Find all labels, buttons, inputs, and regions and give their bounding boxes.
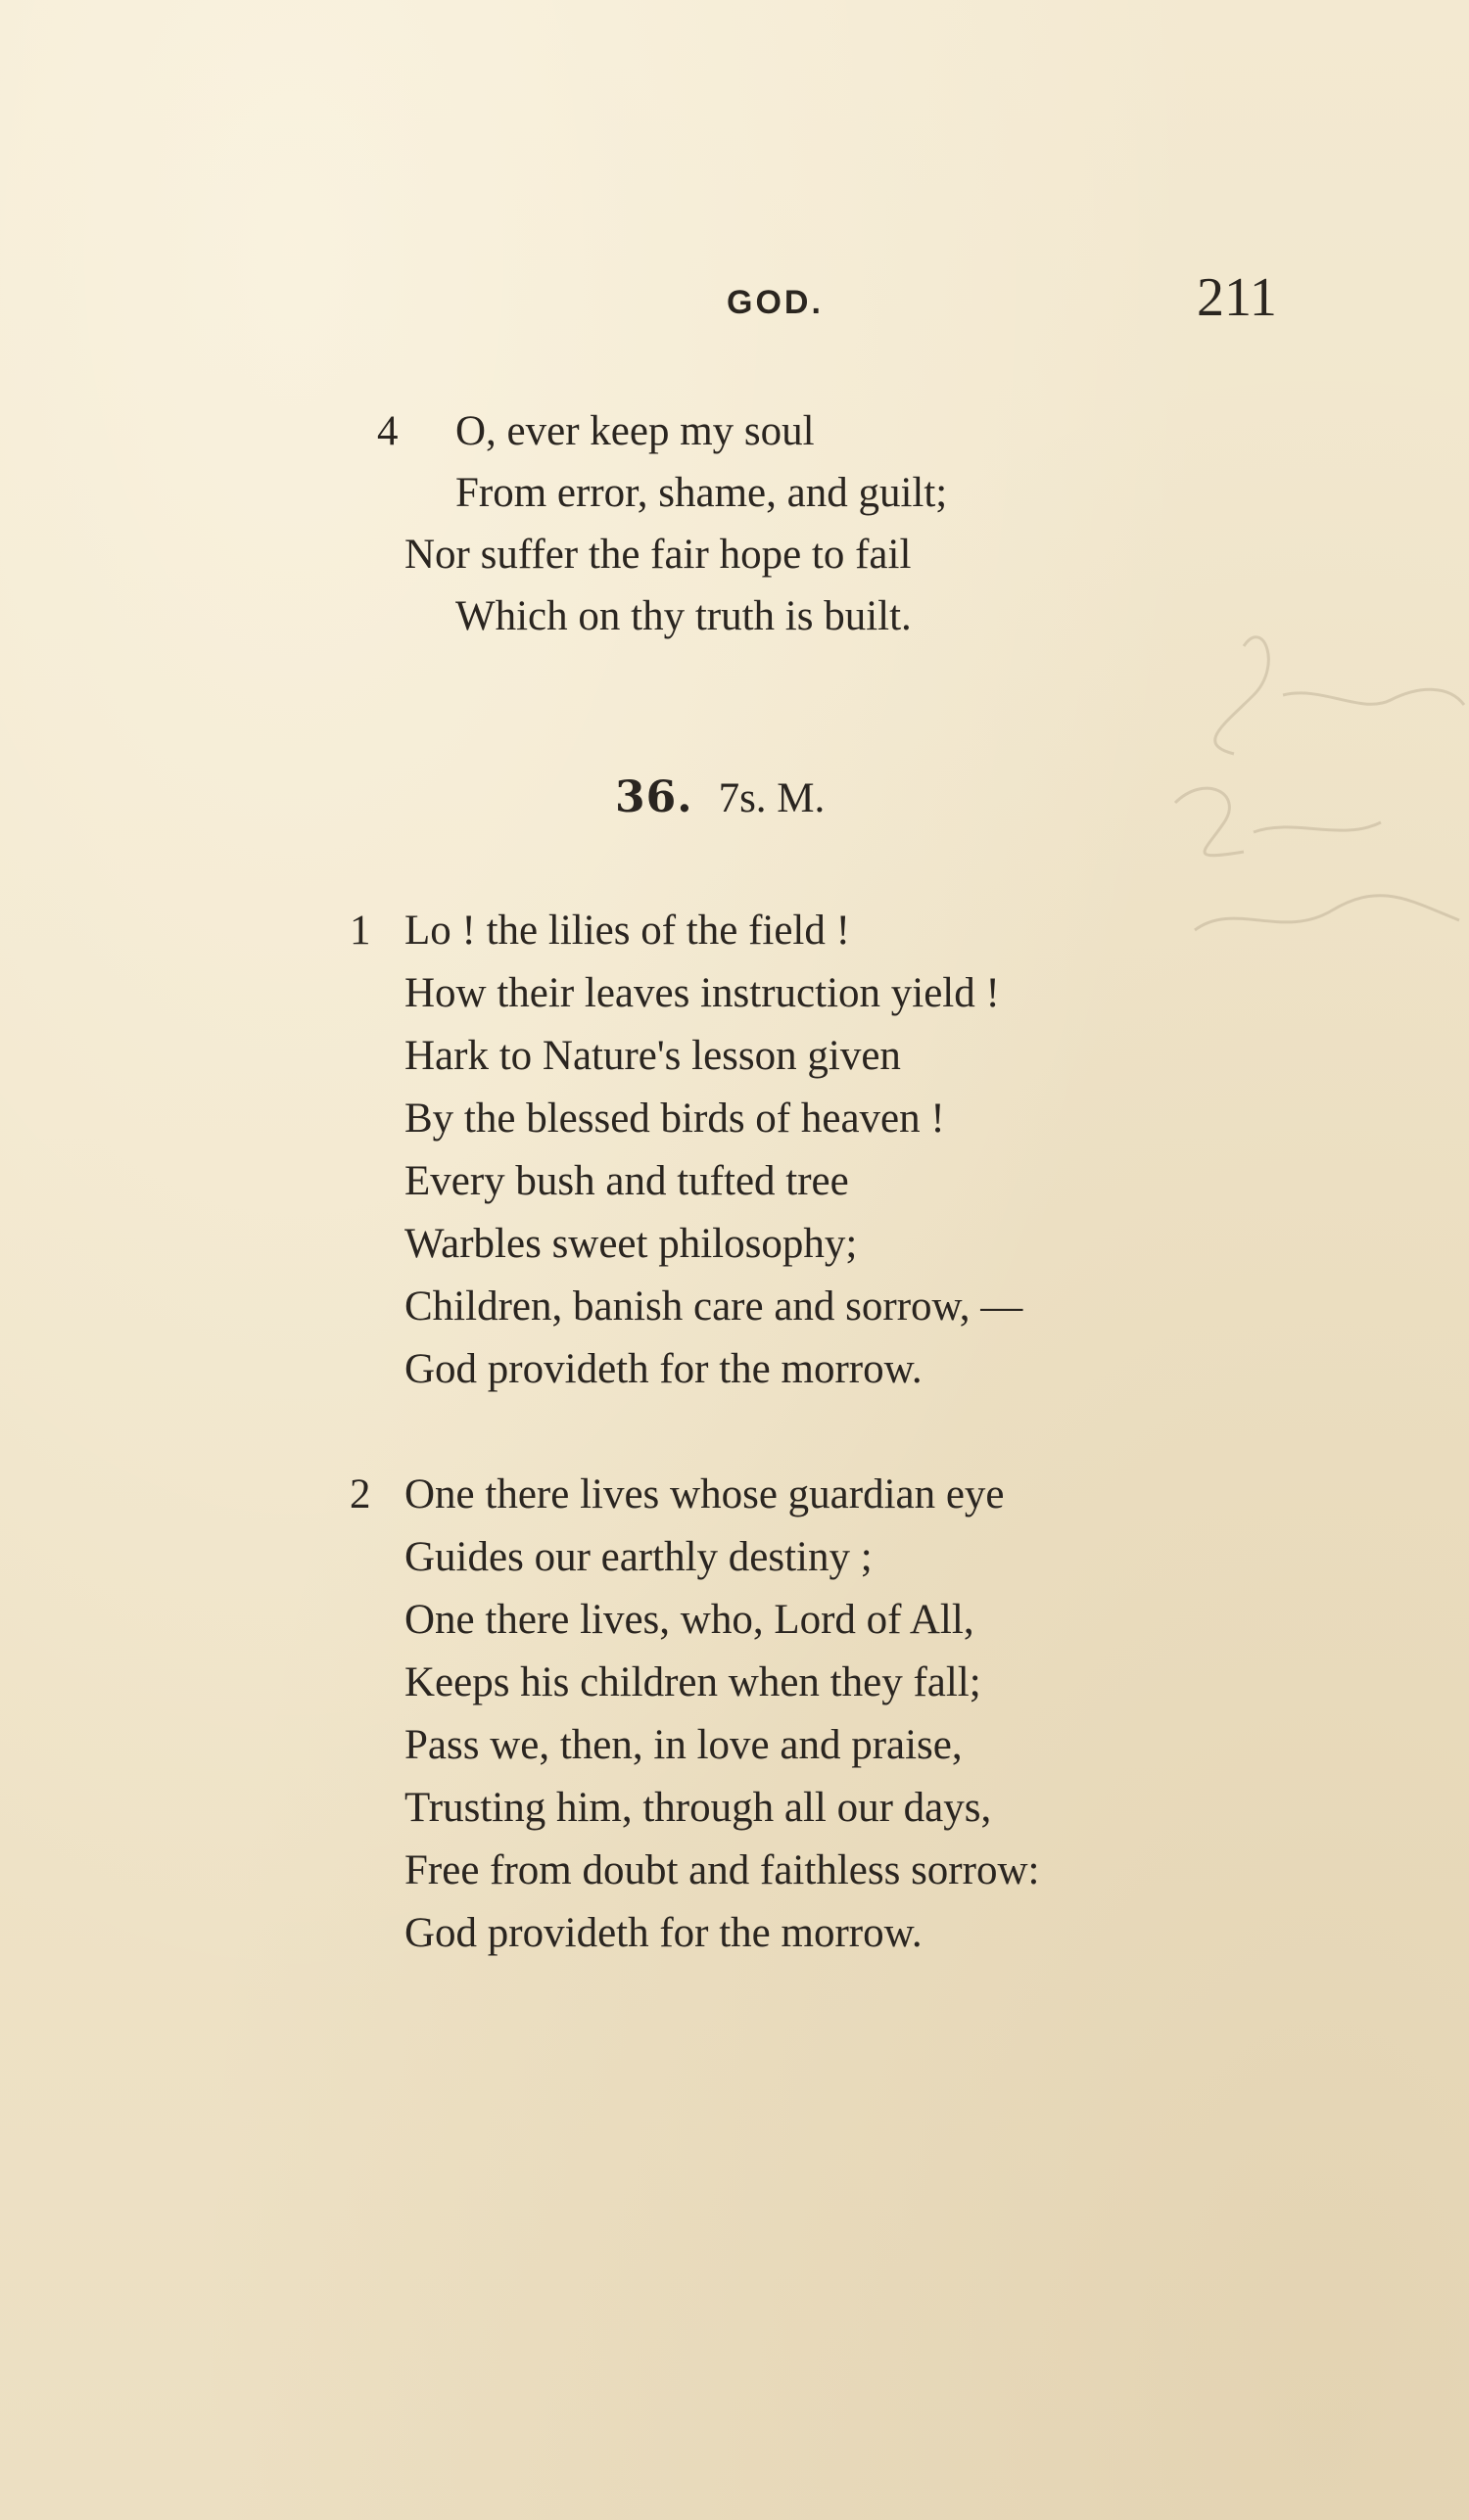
verse-line: From error, shame, and guilt; [455,470,948,516]
verse-line: Keeps his children when they fall; [404,1659,981,1705]
stanza-number: 4 [377,408,399,454]
verse-line: O, ever keep my soul [455,408,815,454]
stanza-number: 1 [350,908,371,954]
verse-line: Nor suffer the fair hope to fail [404,532,912,578]
hymn-meter: 7s. M. [718,775,826,821]
running-head: GOD. [727,284,824,321]
verse-line: Warbles sweet philosophy; [404,1221,858,1267]
stanza-number: 2 [350,1471,371,1517]
verse-line: God provideth for the morrow. [404,1910,923,1956]
verse-line: Lo ! the lilies of the field ! [404,908,850,954]
verse-line: God provideth for the morrow. [404,1346,923,1392]
hymn-heading [615,772,826,822]
hymn-number: 36. [615,772,693,822]
verse-line: By the blessed birds of heaven ! [404,1096,945,1142]
verse-line: Guides our earthly destiny ; [404,1534,873,1580]
verse-line: Which on thy truth is built. [455,593,912,639]
show-through-ink [1136,607,1469,1018]
page-number: 211 [1197,267,1277,328]
verse-line: Children, banish care and sorrow, — [404,1283,1023,1330]
verse-line: Free from doubt and faithless sorrow: [404,1847,1040,1893]
verse-line: How their leaves instruction yield ! [404,970,1000,1016]
verse-line: Every bush and tufted tree [404,1158,849,1204]
verse-line: Hark to Nature's lesson given [404,1033,901,1079]
verse-line: One there lives whose guardian eye [404,1471,1005,1517]
verse-line: Trusting him, through all our days, [404,1785,992,1831]
verse-line: Pass we, then, in love and praise, [404,1722,963,1768]
verse-line: One there lives, who, Lord of All, [404,1597,974,1643]
